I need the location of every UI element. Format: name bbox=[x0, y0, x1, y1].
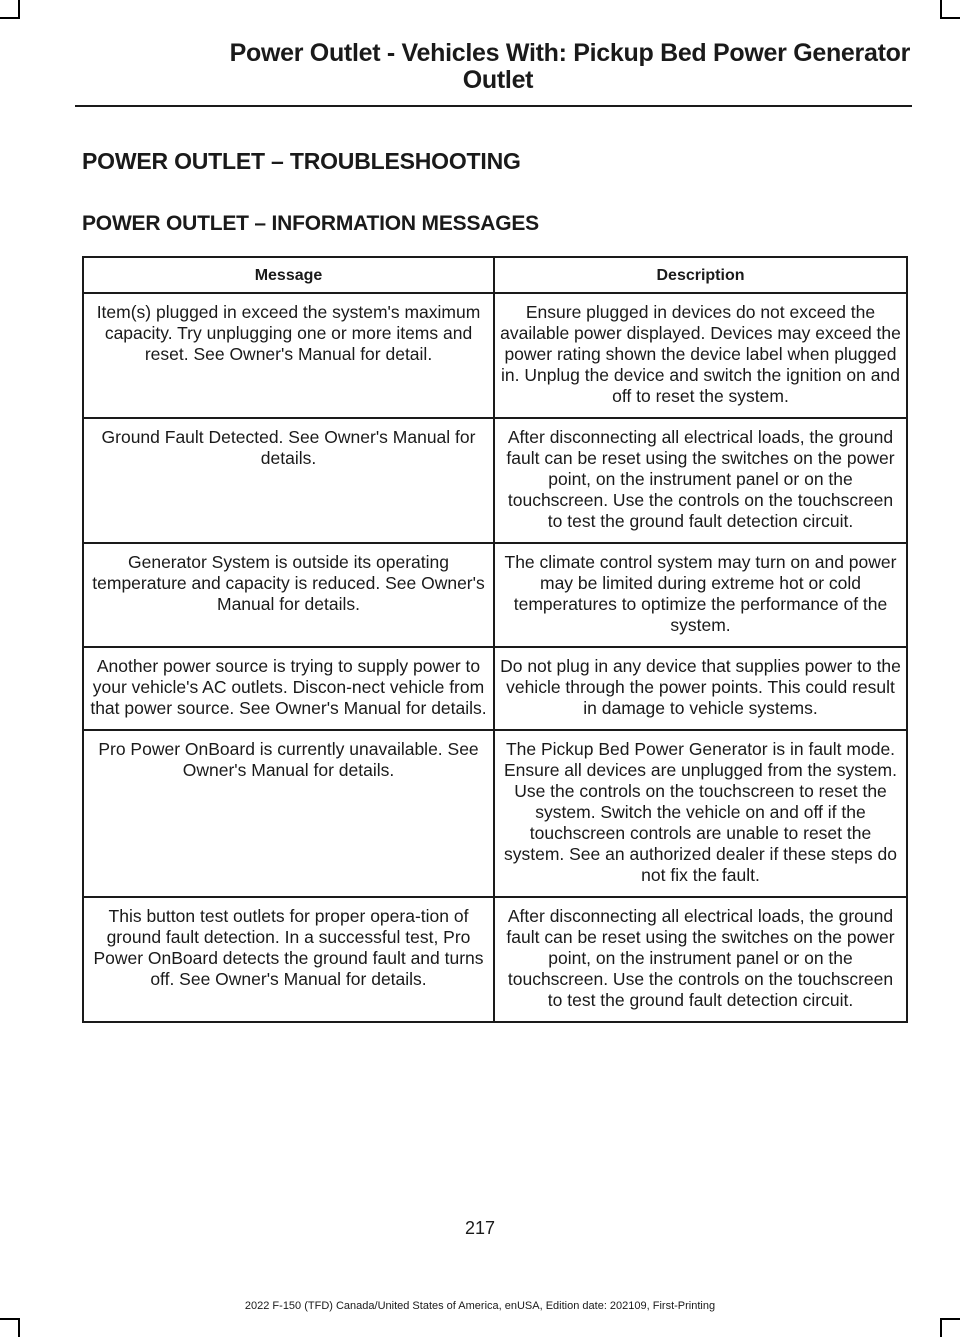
header-title-line-1: Power Outlet - Vehicles With: Pickup Bed Power Generator bbox=[229, 39, 910, 67]
description-cell: After disconnecting all electrical loads, the ground fault can be reset using the switches on the power point, on the instrument panel or on the touchscreen. Use the controls on the touchscreen to test the ground fault detection circuit. bbox=[494, 418, 907, 543]
message-cell: Another power source is trying to supply power to your vehicle's AC outlets. Discon-nect vehicle from that power source. See Owner's Manual for details. bbox=[83, 647, 494, 730]
crop-mark-top-left-vertical bbox=[18, 0, 20, 19]
footer-edition-info: 2022 F-150 (TFD) Canada/United States of America, enUSA, Edition date: 202109, First-Printing bbox=[244, 1300, 716, 1312]
table-header-row bbox=[83, 257, 907, 293]
description-cell: Do not plug in any device that supplies power to the vehicle through the power points. This could result in damage to vehicle systems. bbox=[494, 647, 907, 730]
table-row bbox=[83, 418, 907, 543]
crop-mark-top-right-vertical bbox=[940, 0, 942, 19]
subsection-title: POWER OUTLET – INFORMATION MESSAGES bbox=[82, 212, 539, 235]
description-cell: The Pickup Bed Power Generator is in fault mode. Ensure all devices are unplugged from the system. Use the controls on the touchscreen to reset the system. Switch the vehicle on and off if the touchscreen controls are unable to reset the system. See an authorized dealer if these steps do not fix the fault. bbox=[494, 730, 907, 897]
crop-mark-top-right bbox=[940, 17, 960, 19]
message-cell: Generator System is outside its operating temperature and capacity is reduced. See Owner's Manual for details. bbox=[83, 543, 494, 647]
description-cell: After disconnecting all electrical loads, the ground fault can be reset using the switches on the power point, on the instrument panel or on the touchscreen. Use the controls on the touchscreen to test the ground fault detection circuit. bbox=[494, 897, 907, 1022]
description-cell: The climate control system may turn on and power may be limited during extreme hot or cold temperatures to optimize the performance of the system. bbox=[494, 543, 907, 647]
crop-mark-bottom-left-vertical bbox=[18, 1318, 20, 1337]
crop-mark-bottom-right-vertical bbox=[940, 1318, 942, 1337]
page-header-title bbox=[70, 40, 910, 94]
crop-mark-bottom-left bbox=[0, 1318, 20, 1320]
section-title: POWER OUTLET – TROUBLESHOOTING bbox=[82, 148, 521, 174]
crop-mark-bottom-right bbox=[940, 1318, 960, 1320]
table-row bbox=[83, 647, 907, 730]
header-title-line-2: Outlet bbox=[462, 66, 534, 94]
table-row bbox=[83, 543, 907, 647]
message-cell: Pro Power OnBoard is currently unavailable. See Owner's Manual for details. bbox=[83, 730, 494, 897]
message-cell: This button test outlets for proper opera-tion of ground fault detection. In a successful test, Pro Power OnBoard detects the ground fault and turns off. See Owner's Manual for details. bbox=[83, 897, 494, 1022]
table-row bbox=[83, 293, 907, 418]
page-number: 217 bbox=[464, 1218, 496, 1238]
column-header-message: Message bbox=[83, 257, 494, 293]
information-messages-table bbox=[82, 256, 908, 1023]
table-row bbox=[83, 897, 907, 1022]
description-cell: Ensure plugged in devices do not exceed the available power displayed. Devices may exceed the power rating shown the device label when plugged in. Unplug the device and switch the ignition on and off to reset the system. bbox=[494, 293, 907, 418]
table-row bbox=[83, 730, 907, 897]
header-divider bbox=[75, 105, 912, 107]
message-cell: Ground Fault Detected. See Owner's Manual for details. bbox=[83, 418, 494, 543]
message-cell: Item(s) plugged in exceed the system's maximum capacity. Try unplugging one or more items and reset. See Owner's Manual for detail. bbox=[83, 293, 494, 418]
crop-mark-top-left bbox=[0, 17, 20, 19]
column-header-description: Description bbox=[494, 257, 907, 293]
